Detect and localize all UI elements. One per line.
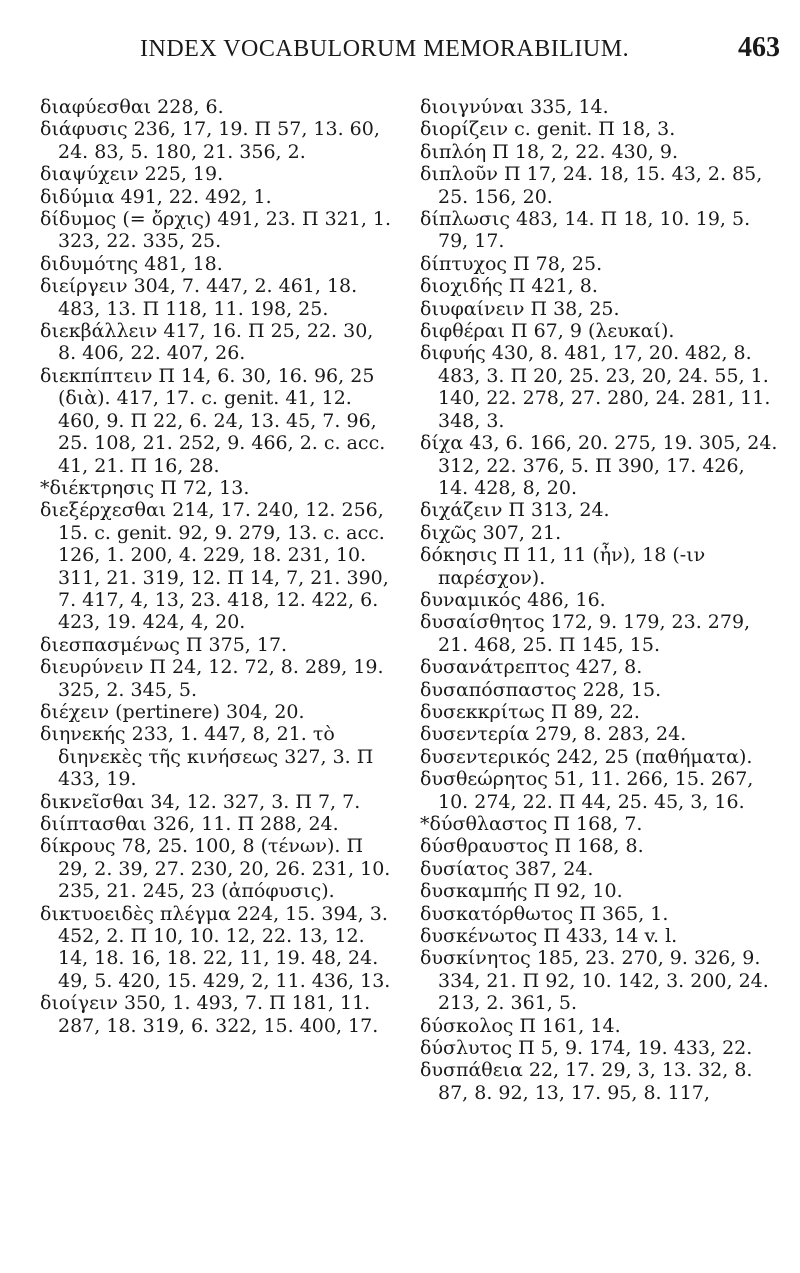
index-entry: δυσκατόρθωτος Π 365, 1. xyxy=(420,902,669,925)
index-entry: διευρύνειν Π 24, 12. 72, 8. 289, 19. 325, 2. 345, 5. xyxy=(40,656,384,701)
index-entry: δικνεῖσθαι 34, 12. 327, 3. Π 7, 7. xyxy=(40,790,361,813)
index-entry: δυσκίνητος 185, 23. 270, 9. 326, 9. 334, 21. Π 92, 10. 142, 3. 200, 24. 213, 2. 361, 5. xyxy=(420,947,769,1015)
index-entry: διηνεκής 233, 1. 447, 8, 21. τὸ διηνεκὲς τῆς κινήσεως 327, 3. Π 433, 19. xyxy=(40,723,374,791)
index-entry: δίπλωσις 483, 14. Π 18, 10. 19, 5. 79, 17. xyxy=(420,208,751,253)
index-entry: διαφύεσθαι 228, 6. xyxy=(40,96,224,118)
page-number: 463 xyxy=(738,32,780,63)
index-entry: διάφυσις 236, 17, 19. Π 57, 13. 60, 24. 83, 5. 180, 21. 356, 2. xyxy=(40,118,380,163)
index-entry: δυσπάθεια 22, 17. 29, 3, 13. 32, 8. 87, 8. 92, 13, 17. 95, 8. 117, xyxy=(420,1059,753,1104)
index-entry: διυφαίνειν Π 38, 25. xyxy=(420,297,620,320)
index-entry: δυσεντερία 279, 8. 283, 24. xyxy=(420,723,687,746)
index-entry: δυσαίσθητος 172, 9. 179, 23. 279, 21. 468, 25. Π 145, 15. xyxy=(420,611,751,656)
running-title: INDEX VOCABULORUM MEMORABILIUM. xyxy=(140,36,630,62)
index-entry: δικτυοειδὲς πλέγμα 224, 15. 394, 3. 452, 2. Π 10, 10. 12, 22. 13, 12. 14, 18. 16, 18. 22, 11, 19. 48, 24. 49, 5. 420, 15. 429, 2, 11. 436, 13. xyxy=(40,902,391,992)
index-entry: διεσπασμένως Π 375, 17. xyxy=(40,633,288,656)
index-entry: δυσεκκρίτως Π 89, 22. xyxy=(420,700,640,723)
index-entry: διορίζειν c. genit. Π 18, 3. xyxy=(420,118,676,141)
index-entry: δίκρους 78, 25. 100, 8 (τένων). Π 29, 2. 39, 27. 230, 20, 26. 231, 10. 235, 21. 245, 23 (ἀπόφυσις). xyxy=(40,835,391,903)
index-entry: *δύσθλαστος Π 168, 7. xyxy=(420,813,643,835)
index-entry: διέχειν (pertinere) 304, 20. xyxy=(40,700,305,723)
index-entry: διφθέραι Π 67, 9 (λευκαί). xyxy=(420,320,675,343)
index-entry: διφυής 430, 8. 481, 17, 20. 482, 8. 483, 3. Π 20, 25. 23, 20, 24. 55, 1. 140, 22. 278, 27. 280, 24. 281, 11. 348, 3. xyxy=(420,342,771,432)
index-entry: διεξέρχεσθαι 214, 17. 240, 12. 256, 15. c. genit. 92, 9. 279, 13. c. acc. 126, 1. 200, 4. 229, 18. 231, 10. 311, 21. 319, 12. Π 14, 7, 21. 390, 7. 417, 4, 13, 23. 418, 12. 422, 6. 423, 19. 424, 4, 20. xyxy=(40,499,389,634)
index-entry: δύσκολος Π 161, 14. xyxy=(420,1014,621,1037)
index-entry: διεκβάλλειν 417, 16. Π 25, 22. 30, 8. 406, 22. 407, 26. xyxy=(40,320,374,365)
index-entry: *διέκτρησις Π 72, 13. xyxy=(40,476,250,499)
index-entry: δίπτυχος Π 78, 25. xyxy=(420,252,603,275)
index-entry: δυσκένωτος Π 433, 14 v. l. xyxy=(420,925,678,948)
index-entry: δυσεντερικός 242, 25 (παθήματα). xyxy=(420,745,753,768)
running-head xyxy=(140,32,780,72)
index-entry: διαψύχειν 225, 19. xyxy=(40,163,224,186)
index-entry: δυσανάτρεπτος 427, 8. xyxy=(420,656,643,679)
right-index-column xyxy=(420,96,780,1104)
index-entry: δύσλυτος Π 5, 9. 174, 19. 433, 22. xyxy=(420,1037,753,1060)
index-entry: δύσθραυστος Π 168, 8. xyxy=(420,835,644,858)
index-entry: διδύμια 491, 22. 492, 1. xyxy=(40,185,272,208)
index-entry: διείργειν 304, 7. 447, 2. 461, 18. 483, 13. Π 118, 11. 198, 25. xyxy=(40,275,358,320)
index-entry: δίδυμος (= ὄρχις) 491, 23. Π 321, 1. 323, 22. 335, 25. xyxy=(40,208,392,253)
index-entry: δυναμικός 486, 16. xyxy=(420,588,606,611)
left-index-column xyxy=(40,96,392,1037)
index-entry: δυσκαμπής Π 92, 10. xyxy=(420,880,623,903)
index-entry: διπλόη Π 18, 2, 22. 430, 9. xyxy=(420,140,679,163)
index-entry: διχῶς 307, 21. xyxy=(420,521,562,544)
index-entry: διπλοῦν Π 17, 24. 18, 15. 43, 2. 85, 25. 156, 20. xyxy=(420,163,763,208)
index-entry: διεκπίπτειν Π 14, 6. 30, 16. 96, 25 (διὰ). 417, 17. c. genit. 41, 12. 460, 9. Π 22, 6. 24, 13. 45, 7. 96, 25. 108, 21. 252, 9. 466, 2. c. acc. 41, 21. Π 16, 28. xyxy=(40,364,386,477)
index-entry: διδυμότης 481, 18. xyxy=(40,252,223,275)
index-entry: δυσαπόσπαστος 228, 15. xyxy=(420,678,662,701)
index-entry: διοίγειν 350, 1. 493, 7. Π 181, 11. 287, 18. 319, 6. 322, 15. 400, 17. xyxy=(40,992,379,1037)
index-entry: δόκησις Π 11, 11 (ἦν), 18 (-ιν παρέσχον). xyxy=(420,544,706,589)
index-entry: δυσθεώρητος 51, 11. 266, 15. 267, 10. 274, 22. Π 44, 25. 45, 3, 16. xyxy=(420,768,754,813)
index-entry: διχάζειν Π 313, 24. xyxy=(420,499,610,522)
index-entry: δίχα 43, 6. 166, 20. 275, 19. 305, 24. 312, 22. 376, 5. Π 390, 17. 426, 14. 428, 8, 20. xyxy=(420,432,778,499)
index-entry: διοχιδής Π 421, 8. xyxy=(420,275,598,298)
index-entry: διοιγνύναι 335, 14. xyxy=(420,96,609,118)
index-entry: δυσίατος 387, 24. xyxy=(420,857,594,880)
index-entry: διίπτασθαι 326, 11. Π 288, 24. xyxy=(40,813,339,835)
